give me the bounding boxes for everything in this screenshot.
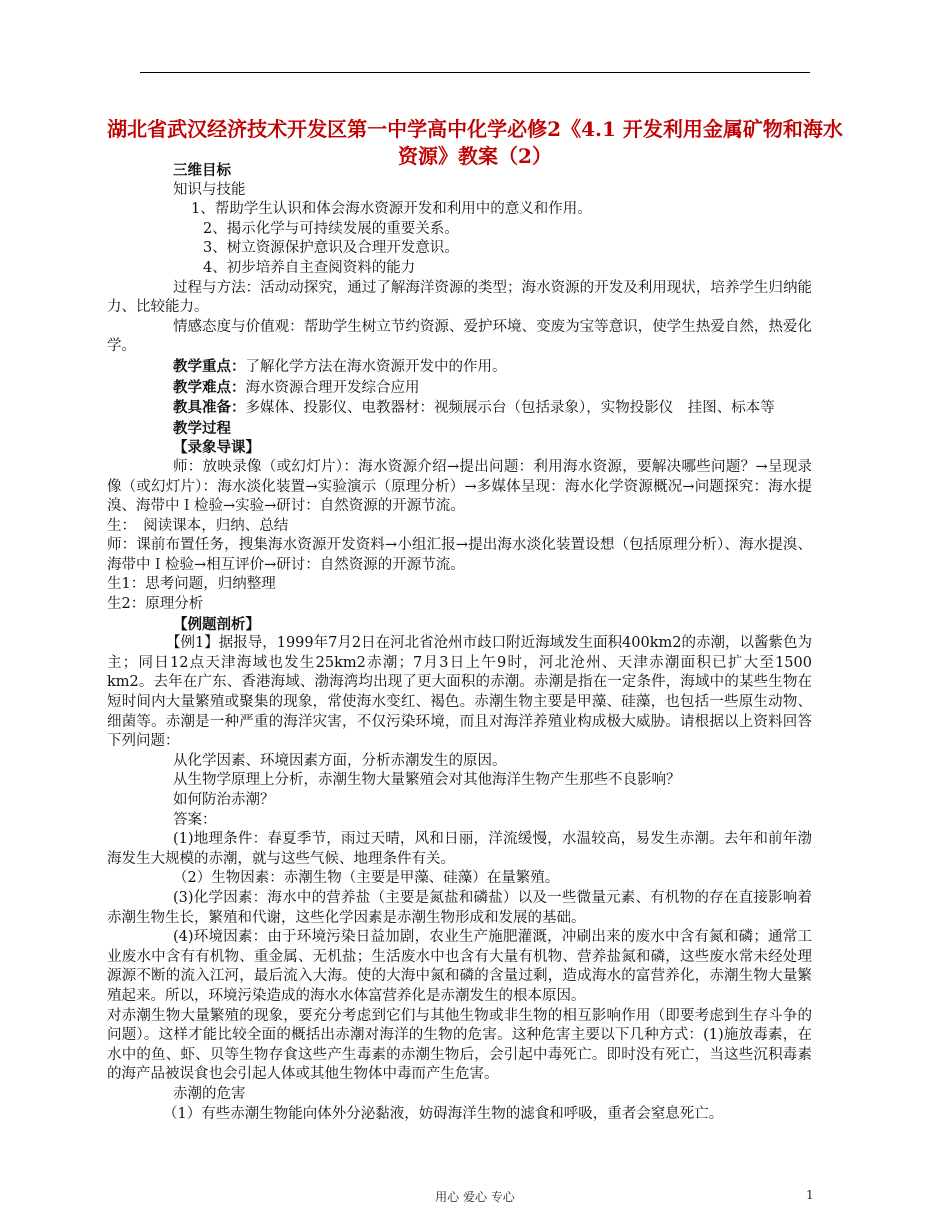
label-difficulty: 教学难点：: [173, 378, 246, 396]
teaching-difficulty: [107, 378, 812, 399]
header-rule: [140, 72, 810, 73]
teacher-paragraph: 师：课前布置任务，搜集海水资源开发资料→小组汇报→提出海水淡化装置设想（包括原理分析）、海水提溴、海带中Ｉ检验→相互评价→研讨：自然资源的开源节流。: [107, 537, 812, 573]
section-example-analysis: 【例题剖析】: [173, 615, 260, 633]
objective-item: 3、树立资源保护意识及合理开发意识。: [203, 240, 459, 257]
student-line: 生： 阅读课本，归纳、总结: [107, 517, 289, 534]
objective-item: 4、初步培养自主查阅资料的能力: [203, 259, 416, 276]
attitude-paragraph: 情感态度与价值观：帮助学生树立节约资源、爱护环境、变废为宝等意识，使学生热爱自然，热爱化学。: [107, 318, 812, 355]
value-aids: 多媒体、投影仪、电教器材：视频展示台（包括录象），实物投影仪 挂图、标本等: [245, 400, 775, 417]
teaching-aids: [107, 398, 812, 419]
teaching-focus: [107, 357, 812, 378]
heading-process: 教学过程: [173, 419, 231, 437]
process-method-paragraph: 过程与方法：活动动探究，通过了解海洋资源的类型；海水资源的开发及利用现状，培养学生归纳能力、比较能力。: [107, 279, 812, 316]
subheading-harm: 赤潮的危害: [173, 1085, 246, 1102]
answer-label: 答案：: [173, 811, 217, 828]
page-footer: 用心 爱心 专心: [435, 1190, 515, 1204]
objective-item: 2、揭示化学与可持续发展的重要关系。: [203, 220, 459, 237]
teacher-paragraph: 师：放映录像（或幻灯片）：海水资源介绍→提出问题：利用海水资源，要解决哪些问题？→呈现录像（或幻灯片）：海水淡化装置→实验演示（原理分析）→多媒体呈现：海水化学资源概况→问题探究：海水提溴、海带中Ｉ检验→实验→研讨：自然资源的开源节流。: [107, 458, 812, 515]
harm-item: （1）有些赤潮生物能向体外分泌黏液，妨碍海洋生物的滤食和呼吸，重者会窒息死亡。: [163, 1105, 724, 1122]
value-focus: 了解化学方法在海水资源开发中的作用。: [245, 358, 507, 375]
heading-objectives: 三维目标: [173, 162, 231, 179]
student-line: 生2：原理分析: [107, 596, 204, 613]
answer-paragraph: (4)环境因素：由于环境污染日益加剧，农业生产施肥灌溉，冲刷出来的废水中含有氮和磷；通常工业废水中含有有机物、重金属、无机盐；生活废水中也含有大量有机物、营养盐氮和磷，这些废水常未经处理源源不断的流入江河，最后流入大海。使的大海中氮和磷的含量过剩，造成海水的富营养化，赤潮生物大量繁殖起来。所以，环境污染造成的海水水体富营养化是赤潮发生的根本原因。: [107, 929, 812, 1004]
label-focus: 教学重点：: [173, 357, 246, 375]
question-item: 从生物学原理上分析，赤潮生物大量繁殖会对其他海洋生物产生那些不良影响？: [173, 772, 681, 789]
label-aids: 教具准备：: [173, 399, 246, 417]
question-item: 如何防治赤潮？: [173, 792, 275, 808]
value-difficulty: 海水资源合理开发综合应用: [245, 379, 420, 396]
student-line: 生1：思考问题，归纳整理: [107, 576, 276, 593]
answer-paragraph: (1)地理条件：春夏季节，雨过天晴，风和日丽，洋流缓慢，水温较高，易发生赤潮。去年和前年渤海发生大规模的赤潮，就与这些气候、地理条件有关。: [107, 831, 812, 867]
answer-paragraph: 对赤潮生物大量繁殖的现象，要充分考虑到它们与其他生物或非生物的相互影响作用（即要考虑到生存斗争的问题）。这样才能比较全面的概括出赤潮对海洋的生物的危害。这种危害主要以下几种方式：(1)施放毒素，在水中的鱼、虾、贝等生物存食这些产生毒素的赤潮生物后，会引起中毒死亡。即时没有死亡，当这些沉积毒素的海产品被误食也会引起人体或其他生物体中毒而产生危害。: [107, 1007, 812, 1083]
example-1-paragraph: 【例1】据报导，1999年7月2日在河北省沧州市歧口附近海域发生面积400km2的赤潮，以酱紫色为主；同日12点天津海域也发生25km2赤潮；7月3日上午9时，河北沧州、天津赤潮面积已扩大至1500 km2。去年在广东、香港海域、渤海湾均出现了更大面积的赤潮。赤潮是指在一定条件，海域中的某些生物在短时间内大量繁殖或聚集的现象，常使海水变红、褐色。赤潮生物主要是甲藻、硅藻，也包括一些原生动物、细菌等。赤潮是一种严重的海洋灾害，不仅污染环境，而且对海洋养殖业构成极大威胁。请根据以上资料回答下列问题：: [107, 635, 827, 750]
document-title: 湖北省武汉经济技术开发区第一中学高中化学必修2《4.1 开发利用金属矿物和海水资源》教案（2）: [107, 117, 843, 168]
objective-item: 1、帮助学生认识和体会海水资源开发和利用中的意义和作用。: [191, 201, 592, 218]
section-video-intro: 【录象导课】: [173, 439, 260, 457]
document-body: [107, 161, 827, 1124]
answer-paragraph: （2）生物因素：赤潮生物（主要是甲藻、硅藻）在量繁殖。: [173, 870, 560, 887]
answer-paragraph: (3)化学因素：海水中的营养盐（主要是氮盐和磷盐）以及一些微量元素、有机物的存在直接影响着赤潮生物生长，繁殖和代谢，这些化学因素是赤潮生物形成和发展的基础。: [107, 889, 812, 926]
page-number: 1: [806, 1188, 814, 1202]
subheading-knowledge: 知识与技能: [173, 181, 246, 198]
question-item: 从化学因素、环境因素方面，分析赤潮发生的原因。: [173, 752, 507, 769]
